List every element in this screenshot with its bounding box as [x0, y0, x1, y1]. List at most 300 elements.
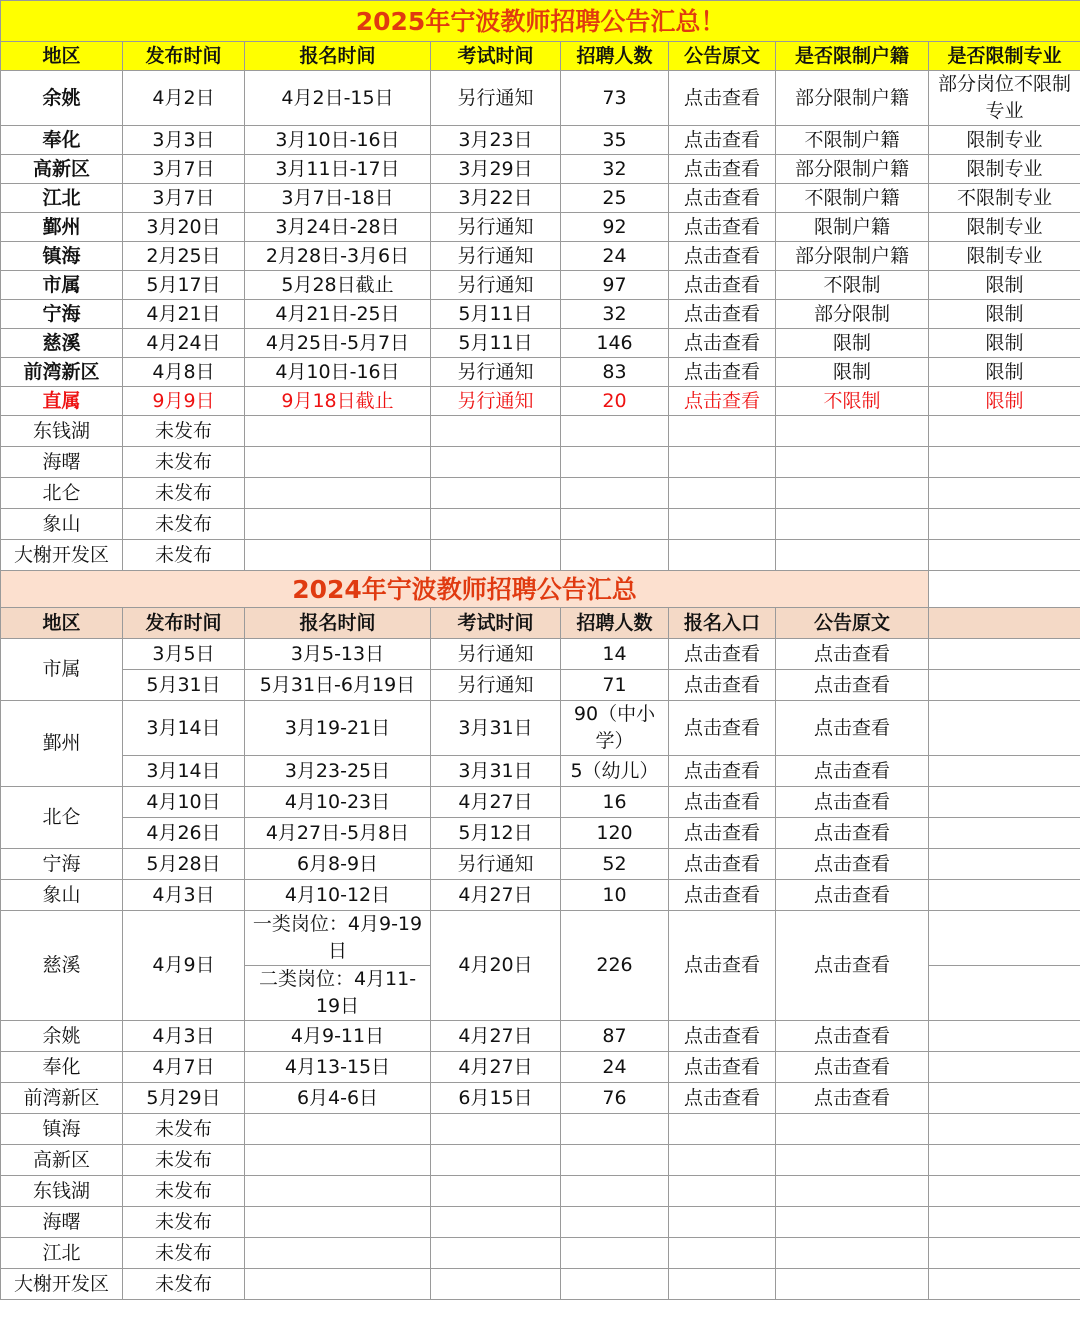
region-cell: 前湾新区 — [1, 1083, 123, 1114]
empty-cell — [669, 1269, 776, 1300]
table-cell: 另行通知 — [431, 639, 561, 670]
table-cell: 5月11日 — [431, 300, 561, 329]
table-cell: 24 — [561, 1052, 669, 1083]
view-announcement-link[interactable]: 点击查看 — [669, 358, 776, 387]
region-cell: 镇海 — [1, 242, 123, 271]
register-entry-link[interactable]: 点击查看 — [669, 1052, 776, 1083]
table-cell: 3月14日 — [123, 701, 245, 756]
table-cell: 部分限制户籍 — [776, 155, 929, 184]
empty-cell — [245, 1145, 431, 1176]
table-row — [1, 387, 1080, 416]
region-cell: 东钱湖 — [1, 416, 123, 447]
table-cell: 限制 — [776, 329, 929, 358]
empty-cell — [669, 1145, 776, 1176]
region-cell: 象山 — [1, 509, 123, 540]
table-cell: 5月28日截止 — [245, 271, 431, 300]
empty-cell — [245, 416, 431, 447]
empty-cell — [776, 416, 929, 447]
region-cell: 前湾新区 — [1, 358, 123, 387]
column-header: 是否限制户籍 — [776, 42, 929, 71]
table-cell: 4月8日 — [123, 358, 245, 387]
view-announcement-link[interactable]: 点击查看 — [669, 300, 776, 329]
table-cell: 5月31日-6月19日 — [245, 670, 431, 701]
table-cell: 3月5日 — [123, 639, 245, 670]
table-cell: 3月10日-16日 — [245, 126, 431, 155]
empty-cell — [929, 1269, 1080, 1300]
empty-cell — [776, 478, 929, 509]
table-row — [1, 447, 1080, 478]
table-cell: 4月13-15日 — [245, 1052, 431, 1083]
empty-cell — [561, 1145, 669, 1176]
status-cell: 未发布 — [123, 1176, 245, 1207]
empty-cell — [929, 787, 1080, 818]
register-entry-link[interactable]: 点击查看 — [669, 701, 776, 756]
table-title-2024: 2024年宁波教师招聘公告汇总 — [1, 571, 929, 608]
column-header: 发布时间 — [123, 608, 245, 639]
empty-cell — [431, 1145, 561, 1176]
view-announcement-link[interactable]: 点击查看 — [776, 701, 929, 756]
region-cell: 大榭开发区 — [1, 1269, 123, 1300]
view-announcement-link[interactable]: 点击查看 — [669, 271, 776, 300]
status-cell: 未发布 — [123, 416, 245, 447]
view-announcement-link[interactable]: 点击查看 — [776, 1083, 929, 1114]
empty-cell — [245, 1176, 431, 1207]
table-cell: 10 — [561, 880, 669, 911]
table-cell: 一类岗位：4月9-19日 — [245, 911, 431, 966]
table-cell: 4月9-11日 — [245, 1021, 431, 1052]
empty-cell — [776, 1238, 929, 1269]
region-cell: 海曙 — [1, 447, 123, 478]
table-row — [1, 911, 1080, 966]
table-cell: 5月31日 — [123, 670, 245, 701]
empty-cell — [929, 818, 1080, 849]
view-announcement-link[interactable]: 点击查看 — [776, 639, 929, 670]
table-cell: 97 — [561, 271, 669, 300]
table-cell: 4月10日-16日 — [245, 358, 431, 387]
empty-cell — [669, 509, 776, 540]
empty-cell — [561, 478, 669, 509]
status-cell: 未发布 — [123, 478, 245, 509]
region-cell: 奉化 — [1, 1052, 123, 1083]
empty-cell — [669, 1176, 776, 1207]
empty-cell — [669, 447, 776, 478]
view-announcement-link[interactable]: 点击查看 — [776, 818, 929, 849]
column-header: 招聘人数 — [561, 608, 669, 639]
title-row-2025 — [1, 1, 1080, 42]
table-cell: 4月10-12日 — [245, 880, 431, 911]
register-entry-link[interactable]: 点击查看 — [669, 1083, 776, 1114]
view-announcement-link[interactable]: 点击查看 — [669, 329, 776, 358]
empty-cell — [669, 1114, 776, 1145]
table-cell: 部分限制户籍 — [776, 242, 929, 271]
column-header: 考试时间 — [431, 42, 561, 71]
empty-cell — [561, 540, 669, 571]
table-cell: 限制专业 — [929, 242, 1080, 271]
table-row — [1, 213, 1080, 242]
region-cell: 大榭开发区 — [1, 540, 123, 571]
table-cell: 76 — [561, 1083, 669, 1114]
empty-cell — [929, 608, 1080, 639]
region-cell: 市属 — [1, 271, 123, 300]
table-cell: 不限制专业 — [929, 184, 1080, 213]
table-cell: 4月27日 — [431, 1052, 561, 1083]
empty-cell — [929, 416, 1080, 447]
view-announcement-link[interactable]: 点击查看 — [669, 242, 776, 271]
region-cell: 北仑 — [1, 478, 123, 509]
view-announcement-link[interactable]: 点击查看 — [776, 911, 929, 1021]
table-row — [1, 509, 1080, 540]
table-cell: 另行通知 — [431, 213, 561, 242]
table-cell: 87 — [561, 1021, 669, 1052]
table-row — [1, 358, 1080, 387]
table-cell: 限制 — [929, 387, 1080, 416]
empty-cell — [929, 571, 1080, 608]
status-cell: 未发布 — [123, 1145, 245, 1176]
empty-cell — [929, 540, 1080, 571]
table-cell: 3月7日-18日 — [245, 184, 431, 213]
table-cell: 另行通知 — [431, 271, 561, 300]
empty-cell — [929, 1052, 1080, 1083]
empty-cell — [245, 1269, 431, 1300]
table-cell: 部分岗位不限制专业 — [929, 71, 1080, 126]
empty-cell — [245, 478, 431, 509]
register-entry-link[interactable]: 点击查看 — [669, 670, 776, 701]
table-cell: 5（幼儿） — [561, 756, 669, 787]
view-announcement-link[interactable]: 点击查看 — [669, 184, 776, 213]
table-cell: 4月3日 — [123, 1021, 245, 1052]
table-cell: 3月22日 — [431, 184, 561, 213]
table-cell: 32 — [561, 155, 669, 184]
table-cell: 3月14日 — [123, 756, 245, 787]
empty-cell — [776, 1145, 929, 1176]
table-cell: 5月29日 — [123, 1083, 245, 1114]
table-cell: 2月28日-3月6日 — [245, 242, 431, 271]
view-announcement-link[interactable]: 点击查看 — [776, 787, 929, 818]
empty-cell — [431, 1176, 561, 1207]
empty-cell — [669, 478, 776, 509]
table-row — [1, 1238, 1080, 1269]
region-cell: 宁海 — [1, 300, 123, 329]
table-cell: 4月3日 — [123, 880, 245, 911]
table-cell: 3月31日 — [431, 756, 561, 787]
empty-cell — [929, 701, 1080, 756]
table-cell: 限制专业 — [929, 155, 1080, 184]
region-cell: 鄞州 — [1, 213, 123, 242]
table-cell: 4月9日 — [123, 911, 245, 1021]
column-header: 报名时间 — [245, 608, 431, 639]
register-entry-link[interactable]: 点击查看 — [669, 639, 776, 670]
table-cell: 4月7日 — [123, 1052, 245, 1083]
empty-cell — [929, 1176, 1080, 1207]
table-title-2025: 2025年宁波教师招聘公告汇总！ — [1, 1, 1080, 42]
table-cell: 3月20日 — [123, 213, 245, 242]
region-cell: 慈溪 — [1, 329, 123, 358]
view-announcement-link[interactable]: 点击查看 — [776, 1021, 929, 1052]
table-row — [1, 126, 1080, 155]
view-announcement-link[interactable]: 点击查看 — [669, 387, 776, 416]
column-header: 报名时间 — [245, 42, 431, 71]
column-header: 报名入口 — [669, 608, 776, 639]
header-row-2024 — [1, 608, 1080, 639]
title-row-2024 — [1, 571, 1080, 608]
table-cell: 20 — [561, 387, 669, 416]
table-cell: 120 — [561, 818, 669, 849]
table-row — [1, 701, 1080, 756]
region-cell: 江北 — [1, 1238, 123, 1269]
table-row — [1, 1052, 1080, 1083]
register-entry-link[interactable]: 点击查看 — [669, 880, 776, 911]
table-row — [1, 1083, 1080, 1114]
table-cell: 3月7日 — [123, 155, 245, 184]
region-cell: 江北 — [1, 184, 123, 213]
region-cell: 东钱湖 — [1, 1176, 123, 1207]
table-row — [1, 1145, 1080, 1176]
status-cell: 未发布 — [123, 1269, 245, 1300]
region-cell: 余姚 — [1, 71, 123, 126]
table-row — [1, 71, 1080, 126]
table-row — [1, 849, 1080, 880]
empty-cell — [669, 1238, 776, 1269]
empty-cell — [929, 756, 1080, 787]
empty-cell — [245, 509, 431, 540]
table-cell: 24 — [561, 242, 669, 271]
table-cell: 9月9日 — [123, 387, 245, 416]
region-cell: 奉化 — [1, 126, 123, 155]
table-cell: 3月19-21日 — [245, 701, 431, 756]
register-entry-link[interactable]: 点击查看 — [669, 787, 776, 818]
empty-cell — [929, 447, 1080, 478]
column-header: 公告原文 — [669, 42, 776, 71]
status-cell: 未发布 — [123, 1238, 245, 1269]
column-header: 考试时间 — [431, 608, 561, 639]
table-row — [1, 300, 1080, 329]
empty-cell — [669, 540, 776, 571]
table-cell: 2月25日 — [123, 242, 245, 271]
table-cell: 另行通知 — [431, 242, 561, 271]
region-cell: 镇海 — [1, 1114, 123, 1145]
table-cell: 3月23日 — [431, 126, 561, 155]
table-cell: 4月21日 — [123, 300, 245, 329]
table-cell: 32 — [561, 300, 669, 329]
empty-cell — [929, 880, 1080, 911]
table-cell: 4月20日 — [431, 911, 561, 1021]
empty-cell — [929, 1021, 1080, 1052]
table-row — [1, 478, 1080, 509]
table-row — [1, 329, 1080, 358]
table-cell: 另行通知 — [431, 358, 561, 387]
empty-cell — [561, 509, 669, 540]
empty-cell — [929, 1238, 1080, 1269]
table-cell: 4月27日-5月8日 — [245, 818, 431, 849]
table-cell: 部分限制 — [776, 300, 929, 329]
table-cell: 3月31日 — [431, 701, 561, 756]
empty-cell — [245, 540, 431, 571]
column-header: 地区 — [1, 608, 123, 639]
empty-cell — [561, 1269, 669, 1300]
empty-cell — [929, 1207, 1080, 1238]
region-cell: 海曙 — [1, 1207, 123, 1238]
empty-cell — [929, 1114, 1080, 1145]
table-cell: 限制 — [776, 358, 929, 387]
empty-cell — [929, 849, 1080, 880]
table-cell: 限制专业 — [929, 213, 1080, 242]
table-cell: 5月17日 — [123, 271, 245, 300]
table-cell: 5月11日 — [431, 329, 561, 358]
empty-cell — [929, 911, 1080, 966]
region-cell: 市属 — [1, 639, 123, 701]
table-row — [1, 271, 1080, 300]
empty-cell — [776, 1114, 929, 1145]
table-cell: 4月25日-5月7日 — [245, 329, 431, 358]
table-row — [1, 818, 1080, 849]
table-cell: 9月18日截止 — [245, 387, 431, 416]
table-cell: 6月15日 — [431, 1083, 561, 1114]
column-header: 发布时间 — [123, 42, 245, 71]
region-cell: 鄞州 — [1, 701, 123, 787]
register-entry-link[interactable]: 点击查看 — [669, 818, 776, 849]
table-row — [1, 880, 1080, 911]
table-cell: 限制户籍 — [776, 213, 929, 242]
table-cell: 另行通知 — [431, 387, 561, 416]
empty-cell — [561, 1207, 669, 1238]
table-cell: 5月28日 — [123, 849, 245, 880]
table-row — [1, 756, 1080, 787]
table-cell: 4月21日-25日 — [245, 300, 431, 329]
empty-cell — [561, 1238, 669, 1269]
empty-cell — [245, 1114, 431, 1145]
empty-cell — [776, 540, 929, 571]
empty-cell — [431, 540, 561, 571]
region-cell: 慈溪 — [1, 911, 123, 1021]
table-cell: 73 — [561, 71, 669, 126]
empty-cell — [929, 509, 1080, 540]
empty-cell — [245, 447, 431, 478]
table-cell: 3月23-25日 — [245, 756, 431, 787]
empty-cell — [431, 416, 561, 447]
view-announcement-link[interactable]: 点击查看 — [776, 670, 929, 701]
table-cell: 限制 — [929, 300, 1080, 329]
column-header: 地区 — [1, 42, 123, 71]
table-row — [1, 416, 1080, 447]
empty-cell — [776, 509, 929, 540]
empty-cell — [561, 447, 669, 478]
table-cell: 35 — [561, 126, 669, 155]
empty-cell — [929, 1083, 1080, 1114]
view-announcement-link[interactable]: 点击查看 — [776, 880, 929, 911]
table-cell: 4月2日 — [123, 71, 245, 126]
table-row — [1, 1176, 1080, 1207]
table-cell: 6月8-9日 — [245, 849, 431, 880]
table-cell: 4月10-23日 — [245, 787, 431, 818]
table-cell: 90（中小学） — [561, 701, 669, 756]
view-announcement-link[interactable]: 点击查看 — [776, 1052, 929, 1083]
empty-cell — [776, 447, 929, 478]
empty-cell — [669, 1207, 776, 1238]
table-row — [1, 242, 1080, 271]
table-row — [1, 670, 1080, 701]
region-cell: 高新区 — [1, 155, 123, 184]
empty-cell — [776, 1207, 929, 1238]
column-header: 公告原文 — [776, 608, 929, 639]
table-cell: 16 — [561, 787, 669, 818]
status-cell: 未发布 — [123, 447, 245, 478]
empty-cell — [561, 416, 669, 447]
table-cell: 二类岗位：4月11-19日 — [245, 966, 431, 1021]
table-cell: 限制 — [929, 329, 1080, 358]
table-cell: 3月29日 — [431, 155, 561, 184]
empty-cell — [929, 966, 1080, 1021]
table-cell: 限制 — [929, 271, 1080, 300]
table-cell: 部分限制户籍 — [776, 71, 929, 126]
table-cell: 3月3日 — [123, 126, 245, 155]
table-row — [1, 787, 1080, 818]
view-announcement-link[interactable]: 点击查看 — [669, 126, 776, 155]
table-cell: 6月4-6日 — [245, 1083, 431, 1114]
table-cell: 52 — [561, 849, 669, 880]
region-cell: 宁海 — [1, 849, 123, 880]
register-entry-link[interactable]: 点击查看 — [669, 1021, 776, 1052]
region-cell: 直属 — [1, 387, 123, 416]
table-cell: 另行通知 — [431, 670, 561, 701]
table-cell: 4月27日 — [431, 1021, 561, 1052]
view-announcement-link[interactable]: 点击查看 — [669, 213, 776, 242]
table-cell: 71 — [561, 670, 669, 701]
region-cell: 余姚 — [1, 1021, 123, 1052]
table-cell: 146 — [561, 329, 669, 358]
empty-cell — [929, 639, 1080, 670]
empty-cell — [431, 1269, 561, 1300]
table-cell: 不限制户籍 — [776, 184, 929, 213]
empty-cell — [929, 478, 1080, 509]
table-cell: 不限制户籍 — [776, 126, 929, 155]
table-cell: 4月24日 — [123, 329, 245, 358]
table-cell: 限制专业 — [929, 126, 1080, 155]
table-row — [1, 1207, 1080, 1238]
view-announcement-link[interactable]: 点击查看 — [669, 155, 776, 184]
table-cell: 3月24日-28日 — [245, 213, 431, 242]
region-cell: 高新区 — [1, 1145, 123, 1176]
status-cell: 未发布 — [123, 509, 245, 540]
empty-cell — [776, 1269, 929, 1300]
empty-cell — [431, 478, 561, 509]
table-cell: 4月10日 — [123, 787, 245, 818]
register-entry-link[interactable]: 点击查看 — [669, 756, 776, 787]
view-announcement-link[interactable]: 点击查看 — [669, 71, 776, 126]
column-header: 招聘人数 — [561, 42, 669, 71]
table-cell: 4月2日-15日 — [245, 71, 431, 126]
register-entry-link[interactable]: 点击查看 — [669, 849, 776, 880]
status-cell: 未发布 — [123, 1207, 245, 1238]
empty-cell — [431, 447, 561, 478]
table-row — [1, 1269, 1080, 1300]
register-entry-link[interactable]: 点击查看 — [669, 911, 776, 1021]
view-announcement-link[interactable]: 点击查看 — [776, 756, 929, 787]
table-cell: 226 — [561, 911, 669, 1021]
table-cell: 限制 — [929, 358, 1080, 387]
table-cell: 4月27日 — [431, 880, 561, 911]
table-cell: 不限制 — [776, 271, 929, 300]
view-announcement-link[interactable]: 点击查看 — [776, 849, 929, 880]
table-cell: 83 — [561, 358, 669, 387]
empty-cell — [245, 1207, 431, 1238]
table-row — [1, 1114, 1080, 1145]
table-row — [1, 639, 1080, 670]
empty-cell — [431, 1207, 561, 1238]
empty-cell — [776, 1176, 929, 1207]
column-header: 是否限制专业 — [929, 42, 1080, 71]
table-cell: 4月26日 — [123, 818, 245, 849]
empty-cell — [245, 1238, 431, 1269]
